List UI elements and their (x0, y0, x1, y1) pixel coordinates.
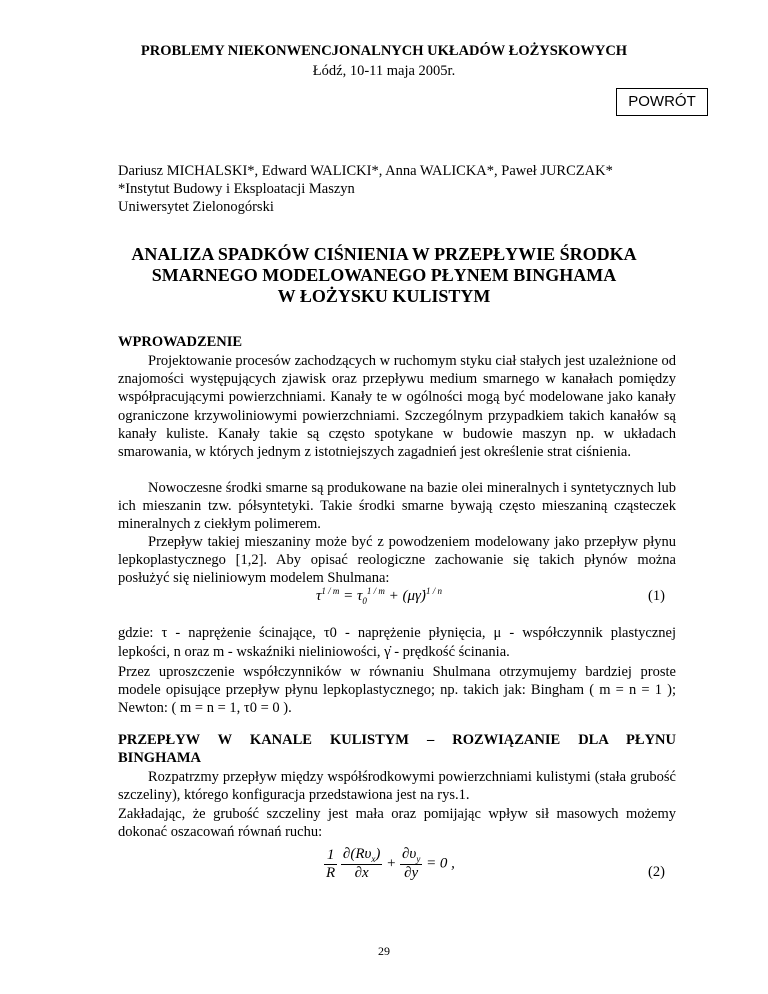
equation-2-number: (2) (648, 864, 665, 880)
section-heading-2-line-2: BINGHAMA (118, 750, 201, 766)
equation-2: $\frac{1}{R}$ $\frac{\partial(R\upsilon_x)}{\partial x}$ + $\frac{\partial\upsilon_y}{\partial y}$ = 0 , (326, 846, 455, 881)
author-university: Uniwersytet Zielonogórski (118, 199, 274, 215)
section2-paragraph-1 (118, 768, 676, 804)
intro-paragraph-2-text: Nowoczesne środki smarne są produkowane na bazie olei mineralnych i syntetycznych lub ich mieszanin tzw. półsyntetyki. Takie środki smarne bywają często mieszaniną cząsteczek mineralnych z ciekłym polimerem. (118, 480, 676, 533)
conference-place-date: Łódź, 10-11 maja 2005r. (312, 63, 456, 79)
intro-paragraph-1-text: Projektowanie procesów zachodzących w ruchomym styku ciał stałych jest uzależnione od znajomości występujących zjawisk oraz przepływu medium smarnego w kanałach pomiędzy współpracującymi powierzchniami. Kanały te w ogólności mogą być modelowane jako kanały ograniczone krzywoliniowymi powierzchniami. Szczególnym przypadkiem takich kanałów są kanały kuliste. Kanały takie są często spotykane w budowie maszyn np. w układach smarowania, w których jednym z istotniejszych zagadnień jest określenie strat ciśnienia. (118, 353, 676, 461)
page-number: 29 (378, 944, 390, 958)
section2-paragraph-1-text: Rozpatrzmy przepływ między współśrodkowymi powierzchniami kulistymi (stała grubość szczeliny), którego konfiguracja przedstawiona jest na rys.1. (118, 769, 676, 804)
paper-title-line-2: SMARNEGO MODELOWANEGO PŁYNEM BINGHAMA (151, 265, 617, 285)
intro-simplified-models: Przez uproszczenie współczynników w równaniu Shulmana otrzymujemy bardziej proste modele opisujące przepływ płynu lepkoplastycznego; np. takich jak: Bingham ( m = n = 1 ); Newton: ( m = n = 1, τ0 = 0 ). (118, 664, 676, 717)
intro-paragraph-3-text: Przepływ takiej mieszaniny może być z powodzeniem modelowany jako przepływ płynu lepkoplastycznego [1,2]. Aby opisać reologiczne zachowanie się takich płynów można posłużyć się nieliniowym modelem Shulmana: (118, 534, 676, 587)
paper-title-line-3: W ŁOŻYSKU KULISTYM (277, 286, 491, 306)
section-heading-intro: WPROWADZENIE (118, 334, 243, 350)
author-names: Dariusz MICHALSKI*, Edward WALICKI*, Anna WALICKA*, Paweł JURCZAK* (118, 163, 613, 179)
author-institute: *Instytut Budowy i Eksploatacji Maszyn (118, 181, 355, 197)
intro-where-definitions: gdzie: τ - naprężenie ścinające, τ0 - naprężenie płynięcia, μ - współczynnik plastycznej lepkości, n oraz m - wskaźniki nieliniowości, γ̇ - prędkość ścinania. (118, 625, 676, 660)
intro-paragraph-3 (118, 533, 676, 588)
section-heading-2-line-1: PRZEPŁYW W KANALE KULISTYM – ROZWIĄZANIE DLA PŁYNU (118, 732, 676, 748)
conference-series-title: PROBLEMY NIEKONWENCJONALNYCH UKŁADÓW ŁOŻYSKOWYCH (140, 43, 628, 59)
paper-title-line-1: ANALIZA SPADKÓW CIŚNIENIA W PRZEPŁYWIE ŚRODKA (131, 244, 637, 264)
equation-1: $\tau^{1 / m} = \tau_0^{1 / m}$ + (μγ̇)$^{1 / n}$ (316, 586, 442, 606)
back-button[interactable]: POWRÓT (616, 88, 708, 116)
equation-1-number: (1) (648, 588, 665, 604)
section2-paragraph-2: Zakładając, że grubość szczeliny jest mała oraz pomijając wpływ sił masowych możemy dokonać oszacowań równań ruchu: (118, 806, 676, 841)
intro-paragraph-1 (118, 352, 676, 461)
intro-paragraph-2 (118, 479, 676, 534)
